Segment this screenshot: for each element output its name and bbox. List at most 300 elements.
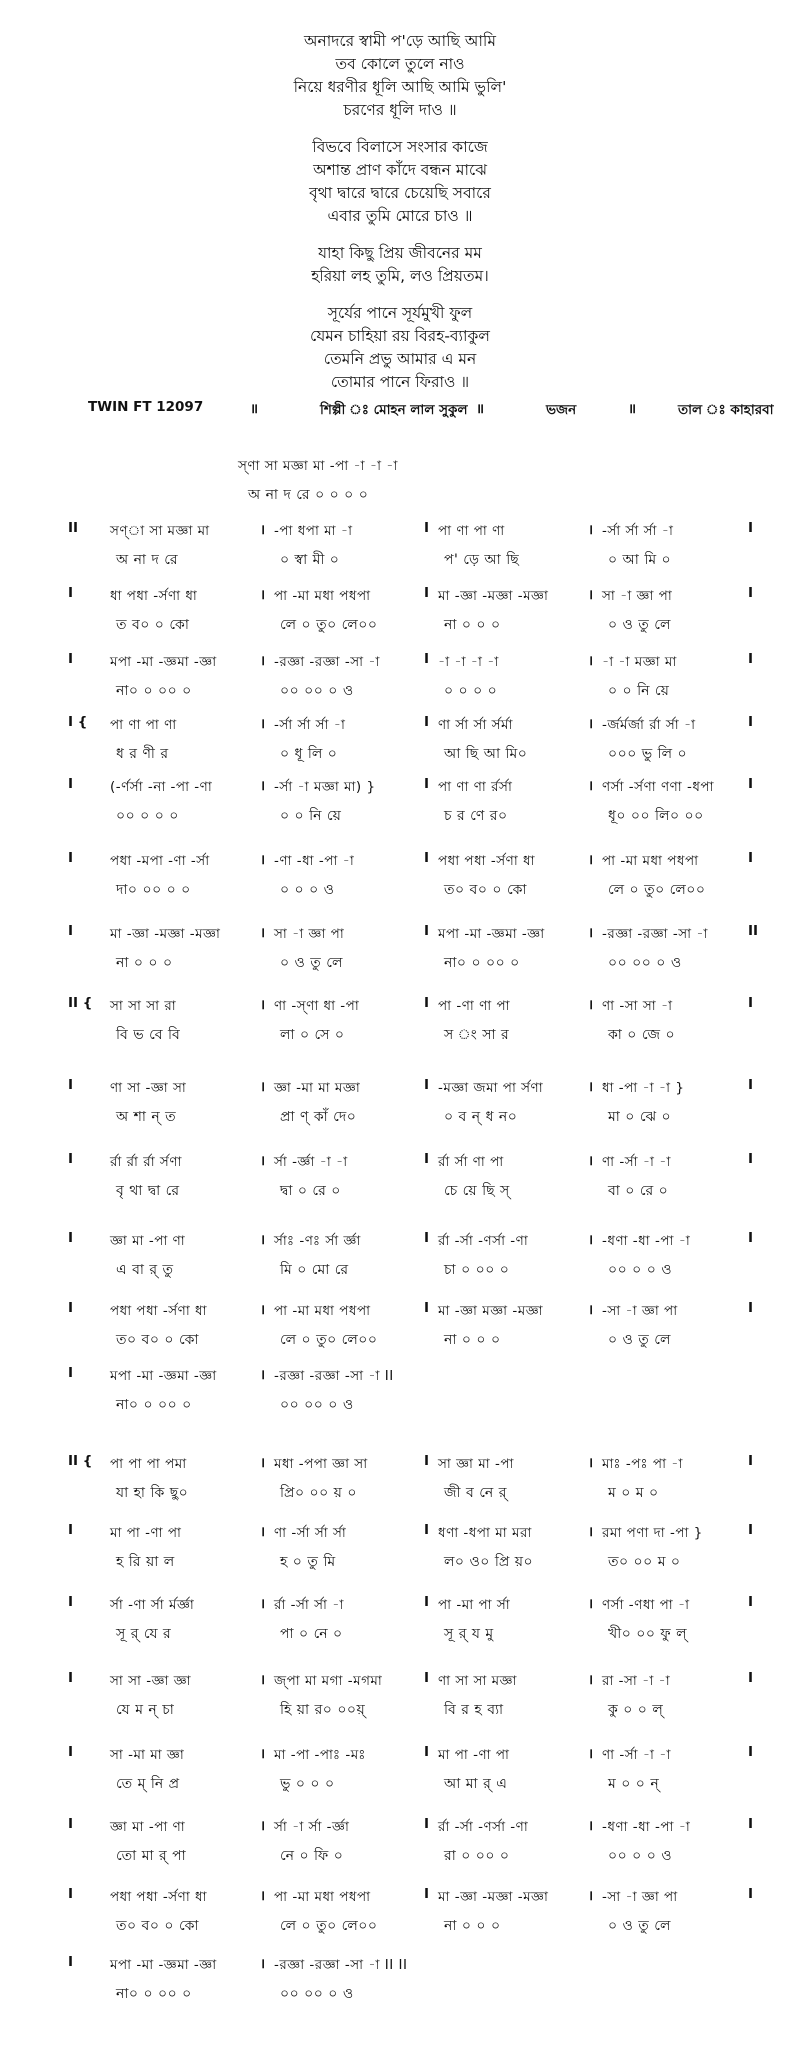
syllable-line — [88, 951, 768, 977]
lyric-line: সূর্যের পানে সূর্যমুখী ফুল — [327, 304, 473, 322]
syllable-cell: চ র ণে র০ — [444, 808, 508, 824]
syllable-cell: দ্বা ০ রে ০ — [280, 1183, 341, 1199]
bar-separator: । — [260, 1302, 266, 1318]
swara-line — [68, 1230, 768, 1256]
swara-cell: জ্ঞা মা -পা ণা — [110, 1233, 186, 1249]
swara-cell: -রজ্ঞা -রজ্ঞা -সা -া — [602, 926, 708, 942]
lyric-line: অনাদরে স্বামী প'ড়ে আছি আমি — [304, 32, 496, 50]
syllable-cell: না০ ০ ০০ ০ — [116, 1986, 192, 2002]
syllable-cell: না ০ ০ ০ — [444, 617, 501, 633]
bar-separator: I — [424, 520, 430, 536]
swara-cell: মা -জ্ঞা -মজ্ঞা -মজ্ঞা — [110, 926, 221, 942]
bar-mark-end: I — [748, 1670, 754, 1686]
bar-mark-end: I — [748, 1077, 754, 1093]
bar-mark-start: I — [68, 1230, 74, 1246]
syllable-cell: ত ব০ ০ কো — [116, 617, 190, 633]
swara-cell: পধা পধা -র্সণা ধা — [438, 853, 536, 869]
bar-separator: I — [424, 1816, 430, 1832]
syllable-cell: এ বা র্ তু — [116, 1262, 174, 1278]
lyric-line: তোমার পানে ফিরাও ॥ — [330, 373, 470, 391]
swara-cell: মাঃ -পঃ পা -া — [602, 1456, 683, 1472]
syllable-cell: ত০ ০০ ম ০ — [608, 1554, 681, 1570]
swara-cell: সণ্া সা মজ্ঞা মা — [110, 523, 210, 539]
syllable-cell: নে ০ ফি ০ — [280, 1848, 344, 1864]
bar-separator: । — [260, 778, 266, 794]
swara-cell: মপা -মা -জ্ঞমা -জ্ঞা — [110, 1957, 217, 1973]
bar-mark-end: I — [748, 1300, 754, 1316]
bar-separator: I — [424, 1594, 430, 1610]
swara-cell: মা -জ্ঞা মজ্ঞা -মজ্ঞা — [438, 1303, 544, 1319]
swara-line — [68, 1151, 768, 1177]
bar-separator: । — [588, 1888, 594, 1904]
notation-row — [68, 1151, 768, 1209]
swara-line — [68, 1300, 768, 1326]
swara-line — [68, 1670, 768, 1696]
lyric-line: তেমনি প্রভু আমার এ মন — [323, 350, 477, 368]
swara-cell: পা -মা মধা পধপা — [274, 1889, 371, 1905]
syllable-cell: ০ ও তু লে — [280, 955, 343, 971]
swara-cell: র্সা -র্জ্ঞা -া -া — [274, 1154, 348, 1170]
syllable-line — [88, 1105, 768, 1131]
syllable-line — [88, 1258, 768, 1284]
swara-cell: সা সা -জ্ঞা জ্ঞা — [110, 1673, 192, 1689]
syllable-line — [88, 878, 768, 904]
swara-cell: ধা -পা -া -া } — [602, 1080, 685, 1096]
bar-mark-start: II — [68, 520, 79, 536]
bar-separator: । — [260, 1818, 266, 1834]
syllable-cell: না ০ ০ ০ — [444, 1332, 501, 1348]
swara-cell: ণর্সা -ণধা পা -া — [602, 1597, 690, 1613]
swara-cell: -রজ্ঞা -রজ্ঞা -সা -া — [274, 654, 380, 670]
syllable-line — [88, 1698, 768, 1724]
swara-cell: মা পা -ণা পা — [438, 1747, 510, 1763]
swara-cell: -া -া মজ্ঞা মা — [602, 654, 677, 670]
swara-line — [68, 1594, 768, 1620]
bar-mark-start: I — [68, 1594, 74, 1610]
syllable-cell: জী ব নে র্ — [444, 1485, 507, 1501]
notation-row — [68, 850, 768, 908]
bar-separator: । — [260, 1455, 266, 1471]
syllable-cell: ০ ও তু লে — [608, 1332, 671, 1348]
bar-separator: । — [260, 1956, 266, 1972]
syllable-cell: ত০ ব০ ০ কো — [444, 882, 527, 898]
bar-mark-start: I — [68, 1365, 74, 1381]
syllable-cell: তো মা র্ পা — [116, 1848, 187, 1864]
song-info-header — [88, 399, 774, 421]
syllable-cell: দা০ ০০ ০ ০ — [116, 882, 191, 898]
syllable-cell: ০০ ০০ ০ ও — [280, 1397, 354, 1413]
bar-mark-end: I — [748, 1594, 754, 1610]
swara-cell: র্রা -র্সা র্সা -া — [274, 1597, 344, 1613]
syllable-cell: ম ০ ম ০ — [608, 1485, 659, 1501]
syllable-cell: প' ড়ে আ ছি — [444, 552, 520, 568]
syllable-cell: ০ ০ নি য়ে — [280, 808, 342, 824]
swara-cell: জ্ঞা মা -পা ণা — [110, 1819, 186, 1835]
swara-cell: -রজ্ঞা -রজ্ঞা -সা -া II — [274, 1368, 394, 1384]
bar-separator: । — [260, 1888, 266, 1904]
syllable-cell: খী০ ০০ ফু ল্ — [608, 1626, 688, 1642]
swara-cell: -র্সা র্সা র্সা -া — [274, 717, 346, 733]
syllable-cell: না ০ ০ ০ — [444, 1918, 501, 1934]
syllable-line — [88, 742, 768, 768]
swara-cell: -র্সা র্সা র্সা -া — [602, 523, 674, 539]
swara-cell: ণা -র্সা -া -া — [602, 1154, 671, 1170]
syllable-cell: ০ ০ ০ ০ — [444, 683, 498, 699]
bar-mark-end: I — [748, 651, 754, 667]
bar-separator: I — [424, 776, 430, 792]
swara-cell: -সা -া জ্ঞা পা — [602, 1889, 678, 1905]
notation-row — [68, 1744, 768, 1802]
syllable-cell: ত০ ব০ ০ কো — [116, 1918, 199, 1934]
swara-cell: সা -মা মা জ্ঞা — [110, 1747, 185, 1763]
bar-separator: । — [588, 1818, 594, 1834]
syllable-cell: অ না দ রে ০ ০ ০ ০ — [248, 487, 369, 503]
syllable-cell: অ না দ রে — [116, 552, 179, 568]
bar-separator: । — [588, 997, 594, 1013]
bar-separator: I — [424, 995, 430, 1011]
swara-cell: মা -জ্ঞা -মজ্ঞা -মজ্ঞা — [438, 1889, 549, 1905]
bar-separator: । — [588, 1596, 594, 1612]
bar-separator: । — [588, 1524, 594, 1540]
notation-row — [68, 1365, 768, 1423]
bar-mark-end: I — [748, 1522, 754, 1538]
bar-separator: । — [260, 587, 266, 603]
swara-cell: -র্সা -া মজ্ঞা মা) } — [274, 779, 376, 795]
bar-separator: । — [588, 778, 594, 794]
syllable-cell: হ ০ তু মি — [280, 1554, 336, 1570]
syllable-cell: পা ০ নে ০ — [280, 1626, 343, 1642]
bar-separator: । — [588, 653, 594, 669]
swara-cell: ণা -র্সা র্সা র্সা — [274, 1525, 347, 1541]
bar-separator: । — [588, 1746, 594, 1762]
lyric-line: যেমন চাহিয়া রয় বিরহ-ব্যাকুল — [310, 327, 490, 345]
syllable-cell: না০ ০ ০০ ০ — [116, 683, 192, 699]
swara-cell: মপা -মা -জ্ঞমা -জ্ঞা — [438, 926, 545, 942]
syllable-line — [88, 1393, 768, 1419]
swara-cell: র্রা র্রা র্রা র্সণা — [110, 1154, 182, 1170]
swara-line — [68, 520, 768, 546]
syllable-cell: লে ০ তু০ লে০০ — [608, 882, 706, 898]
syllable-cell: হ রি য়া ল — [116, 1554, 175, 1570]
notation-row — [68, 1886, 768, 1944]
syllable-cell: বি র হ ব্যা — [444, 1702, 504, 1718]
bar-separator: । — [588, 925, 594, 941]
swara-cell: -া -া -া -া — [438, 654, 499, 670]
syllable-cell: লে ০ তু০ লে০০ — [280, 617, 378, 633]
lyric-line: এবার তুমি মোরে চাও ॥ — [327, 207, 473, 225]
lyric-line: যাহা কিছু প্রিয় জীবনের মম — [318, 244, 482, 262]
bar-separator: । — [260, 1524, 266, 1540]
genre: ভজন — [546, 402, 577, 418]
syllable-cell: ০০ ০ ০ ও — [608, 1262, 673, 1278]
bar-separator: । — [260, 1232, 266, 1248]
bar-mark-start: I — [68, 1886, 74, 1902]
syllable-cell: অ শা ন্ ত — [116, 1109, 177, 1125]
syllable-cell: কু ০ ০ ল্ — [608, 1702, 664, 1718]
syllable-cell: প্রি০ ০০ য় ০ — [280, 1485, 357, 1501]
swara-line — [68, 850, 768, 876]
syllable-cell: বি ভ বে বি — [116, 1027, 181, 1043]
syllable-cell: ০ ও তু লে — [608, 1918, 671, 1934]
bar-separator: I — [424, 1453, 430, 1469]
swara-cell: পা ণা পা ণা — [110, 717, 177, 733]
swara-cell: ধণা -ধপা মা মরা — [438, 1525, 532, 1541]
swara-line — [68, 1077, 768, 1103]
syllable-line — [88, 1914, 768, 1940]
swara-cell: পধা পধা -র্সণা ধা — [110, 1889, 208, 1905]
swara-cell: পা -মা পা র্সা — [438, 1597, 511, 1613]
swara-cell: র্রা -র্সা -ণর্সা -ণা — [438, 1233, 529, 1249]
syllable-line — [88, 1023, 768, 1049]
bar-separator: I — [424, 1886, 430, 1902]
bar-separator: । — [588, 716, 594, 732]
bar-separator: I — [424, 1744, 430, 1760]
swara-line — [68, 995, 768, 1021]
syllable-cell: ০ আ মি ০ — [608, 552, 672, 568]
notation-row — [68, 995, 768, 1053]
syllable-cell: লে ০ তু০ লে০০ — [280, 1332, 378, 1348]
bar-mark-start: I — [68, 1300, 74, 1316]
syllable-line — [88, 1982, 768, 2008]
lyrics-stanza — [150, 242, 650, 288]
swara-cell: পা -মা মধা পধপা — [274, 1303, 371, 1319]
bar-separator: । — [260, 522, 266, 538]
swara-cell: রমা পণা দা -পা } — [602, 1525, 703, 1541]
notation-row — [68, 1077, 768, 1135]
bar-separator: I — [424, 923, 430, 939]
bar-mark-start: II { — [68, 995, 93, 1011]
swara-line — [68, 1744, 768, 1770]
syllable-cell: না ০ ০ ০ — [116, 955, 173, 971]
bar-mark-start: I — [68, 1954, 74, 1970]
syllable-line — [88, 679, 768, 705]
syllable-cell: কা ০ জে ০ — [608, 1027, 676, 1043]
swara-line — [68, 776, 768, 802]
bar-separator: I — [424, 1670, 430, 1686]
bar-separator: I — [424, 1077, 430, 1093]
song-lyrics — [150, 30, 650, 408]
bar-separator: । — [588, 1153, 594, 1169]
lyric-line: চরণের ধূলি দাও ॥ — [343, 101, 457, 119]
syllable-cell: ০০ ০ ০ ০ — [116, 808, 179, 824]
syllable-cell: ল০ ও০ প্রি য়০ — [444, 1554, 534, 1570]
swara-cell: সা সা সা রা — [110, 998, 177, 1014]
bar-mark-start: I — [68, 651, 74, 667]
syllable-cell: না০ ০ ০০ ০ — [116, 1397, 192, 1413]
syllable-cell: না০ ০ ০০ ০ — [444, 955, 520, 971]
swara-cell: ণা সা -জ্ঞা সা — [110, 1080, 187, 1096]
syllable-cell: ত০ ব০ ০ কো — [116, 1332, 199, 1348]
swara-line — [68, 714, 768, 740]
swara-line — [68, 585, 768, 611]
swara-cell: -মজ্ঞা জমা পা র্সণা — [438, 1080, 544, 1096]
bar-mark-start: I { — [68, 714, 88, 730]
swara-cell: ণা -র্সা -া -া — [602, 1747, 671, 1763]
syllable-line — [88, 1328, 768, 1354]
bar-mark-end: I — [748, 1816, 754, 1832]
bar-separator: । — [260, 852, 266, 868]
separator: ॥ — [628, 401, 637, 417]
notation-row — [68, 1816, 768, 1874]
syllable-cell: ০ ধূ লি ০ — [280, 746, 338, 762]
bar-separator: I — [424, 1230, 430, 1246]
syllable-cell: আ ছি আ মি০ — [444, 746, 528, 762]
syllable-cell: ধূ০ ০০ লি০ ০০ — [608, 808, 704, 824]
swara-line — [68, 1522, 768, 1548]
notation-row — [68, 1453, 768, 1511]
lyrics-stanza — [150, 136, 650, 228]
lyrics-stanza — [150, 30, 650, 122]
bar-mark-end: I — [748, 1151, 754, 1167]
notation-row — [68, 651, 768, 709]
notation-row — [68, 1670, 768, 1728]
syllable-cell: স ং সা র — [444, 1027, 510, 1043]
swara-cell: -রজ্ঞা -রজ্ঞা -সা -া II II — [274, 1957, 408, 1973]
bar-mark-end: I — [748, 995, 754, 1011]
bar-mark-start: I — [68, 923, 74, 939]
syllable-cell: বৃ থা দ্বা রে — [116, 1183, 180, 1199]
syllable-line — [88, 1550, 768, 1576]
syllable-cell: তে ম্ নি প্র — [116, 1776, 180, 1792]
swara-cell: পা -মা মধা পধপা — [602, 853, 699, 869]
bar-mark-end: I — [748, 1886, 754, 1902]
syllable-cell: চে য়ে ছি স্ — [444, 1183, 510, 1199]
syllable-cell: প্রা ণ্ কাঁ দে০ — [280, 1109, 357, 1125]
swara-cell: ণা র্সা র্সা র্সর্মা — [438, 717, 513, 733]
syllable-cell: ম ০ ০ ন্ — [608, 1776, 660, 1792]
syllable-cell: আ মা র্ এ — [444, 1776, 508, 1792]
swara-cell: -র্জর্মর্জা র্রা র্সা -া — [602, 717, 696, 733]
syllable-line — [88, 483, 768, 509]
syllable-cell: রা ০ ০০ ০ — [444, 1848, 510, 1864]
swara-cell: পা -ণা ণা পা — [438, 998, 511, 1014]
notation-row — [68, 1954, 768, 2012]
syllable-cell: বা ০ রে ০ — [608, 1183, 669, 1199]
bar-separator: । — [588, 587, 594, 603]
syllable-line — [88, 804, 768, 830]
bar-separator: I — [424, 1522, 430, 1538]
swara-cell: -ণা -ধা -পা -া — [274, 853, 355, 869]
syllable-line — [88, 1481, 768, 1507]
swara-cell: পধা পধা -র্সণা ধা — [110, 1303, 208, 1319]
bar-mark-start: I — [68, 585, 74, 601]
syllable-cell: ভু ০ ০ ০ — [280, 1776, 335, 1792]
syllable-cell: ০০০ ভু লি ০ — [608, 746, 688, 762]
notation-row — [68, 1594, 768, 1652]
notation-row — [68, 585, 768, 643]
bar-mark-end: I — [748, 1453, 754, 1469]
swara-line — [68, 1365, 768, 1391]
swara-cell: র্রা র্সা ণা পা — [438, 1154, 504, 1170]
swara-cell: মা -জ্ঞা -মজ্ঞা -মজ্ঞা — [438, 588, 549, 604]
notation-row — [68, 1230, 768, 1288]
bar-mark-end: I — [748, 714, 754, 730]
bar-mark-end: II — [748, 923, 759, 939]
swara-cell: -ধণা -ধা -পা -া — [602, 1819, 691, 1835]
bar-separator: I — [424, 1151, 430, 1167]
bar-mark-start: I — [68, 1151, 74, 1167]
swara-cell: র্সা -ণা র্সা র্মর্জ্ঞা — [110, 1597, 195, 1613]
notation-row — [68, 1522, 768, 1580]
swara-line — [68, 1816, 768, 1842]
lyric-line: অশান্ত প্রাণ কাঁদে বন্ধন মাঝে — [313, 161, 487, 179]
swara-cell: র্সা -া র্সা -র্জ্ঞা — [274, 1819, 350, 1835]
syllable-cell: যে ম ন্ চা — [116, 1702, 175, 1718]
artist-name: শিল্পী ঃ মোহন লাল সুকুল — [320, 402, 468, 418]
syllable-cell: হি য়া র০ ০০য়্ — [280, 1702, 366, 1718]
swara-line — [68, 651, 768, 677]
lyric-line: বৃথা দ্বারে দ্বারে চেয়েছি সবারে — [309, 184, 491, 202]
syllable-cell: ০ ০ ০ ও — [280, 882, 335, 898]
syllable-cell: ০০ ০ ০ ও — [608, 1848, 673, 1864]
swara-cell: জ্পা মা মগা -মগমা — [274, 1673, 383, 1689]
bar-mark-start: I — [68, 850, 74, 866]
syllable-line — [88, 1772, 768, 1798]
syllable-line — [88, 1179, 768, 1205]
swara-cell: -পা ধপা মা -া — [274, 523, 353, 539]
notation-row — [68, 520, 768, 578]
syllable-cell: ০ স্বা মী ০ — [280, 552, 340, 568]
bar-separator: । — [588, 1232, 594, 1248]
swara-cell: মা পা -ণা পা — [110, 1525, 182, 1541]
bar-mark-end: I — [748, 585, 754, 601]
notation-row — [88, 455, 768, 513]
bar-mark-end: I — [748, 776, 754, 792]
lyric-line: নিয়ে ধরণীর ধূলি আছি আমি ভুলি' — [293, 78, 507, 96]
separator: ॥ — [250, 401, 259, 417]
swara-cell: মা -পা -পাঃ -মঃ — [274, 1747, 366, 1763]
bar-mark-end: I — [748, 850, 754, 866]
swara-cell: র্রা -র্সা -ণর্সা -ণা — [438, 1819, 529, 1835]
swara-cell: ণা -স্ণা ধা -পা — [274, 998, 360, 1014]
bar-separator: । — [260, 1153, 266, 1169]
syllable-cell: মা ০ ঝে ০ — [608, 1109, 672, 1125]
bar-separator: । — [260, 1596, 266, 1612]
swara-cell: ধা পধা -র্সণা ধা — [110, 588, 198, 604]
lyric-line: তব কোলে তুলে নাও — [335, 55, 465, 73]
swara-cell: মধা -পপা জ্ঞা সা — [274, 1456, 368, 1472]
swara-cell: পা ণা পা ণা — [438, 523, 505, 539]
syllable-cell: ০ ০ নি য়ে — [608, 683, 670, 699]
syllable-cell: যা হা কি ছু০ — [116, 1485, 189, 1501]
bar-separator: I — [424, 585, 430, 601]
bar-separator: । — [260, 1746, 266, 1762]
bar-separator: । — [588, 1455, 594, 1471]
syllable-cell: ০০ ০০ ০ ও — [280, 1986, 354, 2002]
bar-mark-end: I — [748, 520, 754, 536]
swara-line — [68, 1453, 768, 1479]
notation-row — [68, 776, 768, 834]
swara-cell: ণা সা সা মজ্ঞা — [438, 1673, 517, 1689]
syllable-cell: লে ০ তু০ লে০০ — [280, 1918, 378, 1934]
bar-mark-start: I — [68, 1744, 74, 1760]
bar-separator: । — [260, 925, 266, 941]
swara-cell: মপা -মা -জ্ঞমা -জ্ঞা — [110, 1368, 217, 1384]
bar-mark-end: I — [748, 1744, 754, 1760]
swara-cell: র্সাঃ -ণঃ র্সা র্জ্ঞা — [274, 1233, 361, 1249]
swara-cell: রা -সা -া -া — [602, 1673, 671, 1689]
syllable-cell: ০ ব ন্ ধ ন০ — [444, 1109, 518, 1125]
syllable-line — [88, 1622, 768, 1648]
bar-separator: I — [424, 714, 430, 730]
bar-separator: । — [260, 1367, 266, 1383]
swara-line — [68, 1954, 768, 1980]
syllable-cell: মি ০ মো রে — [280, 1262, 349, 1278]
swara-cell: ণর্সা -র্সণা ণণা -ধপা — [602, 779, 714, 795]
swara-cell: পা ণা ণা র্রর্সা — [438, 779, 513, 795]
bar-separator: I — [424, 651, 430, 667]
syllable-line — [88, 613, 768, 639]
